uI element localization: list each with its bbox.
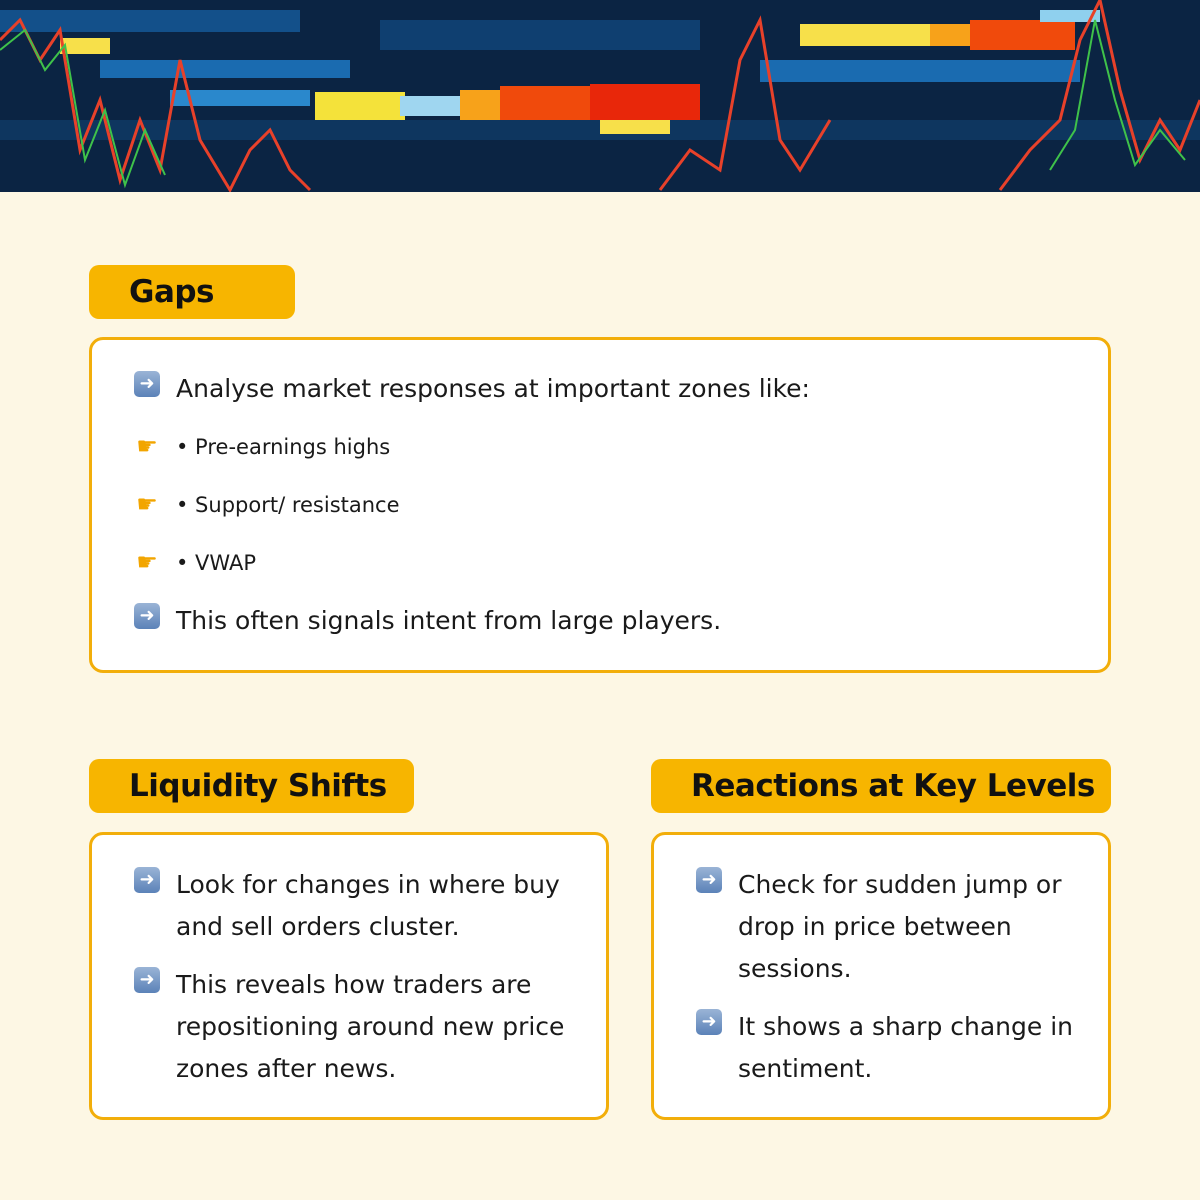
reactions-title: Reactions at Key Levels — [651, 759, 1111, 813]
gaps-title: Gaps — [89, 265, 295, 319]
gaps-intro-row — [134, 368, 810, 410]
liquidity-point: Look for changes in where buy and sell orders cluster. — [176, 870, 560, 941]
right-arrow-icon: ➜ — [696, 1009, 722, 1035]
gaps-card — [89, 337, 1111, 673]
gaps-bullet: • Pre-earnings highs — [176, 435, 391, 459]
liquidity-card — [89, 832, 609, 1120]
gaps-bullet-row — [134, 433, 390, 461]
liquidity-point-row — [134, 964, 574, 1090]
liquidity-title: Liquidity Shifts — [89, 759, 414, 813]
liquidity-point: This reveals how traders are repositioning around new price zones after news. — [176, 970, 565, 1083]
gaps-outro-row — [134, 600, 721, 642]
right-arrow-icon: ➜ — [134, 371, 160, 397]
gaps-bullet-row — [134, 491, 400, 519]
liquidity-point-row — [134, 864, 574, 948]
heatmap-banner — [0, 0, 1200, 192]
gaps-bullet: • VWAP — [176, 551, 257, 575]
gaps-outro: This often signals intent from large players. — [176, 606, 722, 635]
right-arrow-icon: ➜ — [696, 867, 722, 893]
heatmap-graphic — [0, 0, 1200, 192]
reactions-card — [651, 832, 1111, 1120]
gaps-bullet: • Support/ resistance — [176, 493, 400, 517]
reactions-point: It shows a sharp change in sentiment. — [738, 1012, 1073, 1083]
pointing-hand-icon: ☛ — [136, 548, 158, 576]
reactions-point-row — [696, 864, 1076, 990]
right-arrow-icon: ➜ — [134, 603, 160, 629]
reactions-point: Check for sudden jump or drop in price between sessions. — [738, 870, 1062, 983]
pointing-hand-icon: ☛ — [136, 490, 158, 518]
right-arrow-icon: ➜ — [134, 867, 160, 893]
reactions-point-row — [696, 1006, 1076, 1090]
gaps-intro: Analyse market responses at important zones like: — [176, 374, 810, 403]
right-arrow-icon: ➜ — [134, 967, 160, 993]
pointing-hand-icon: ☛ — [136, 432, 158, 460]
gaps-bullet-row — [134, 549, 256, 577]
